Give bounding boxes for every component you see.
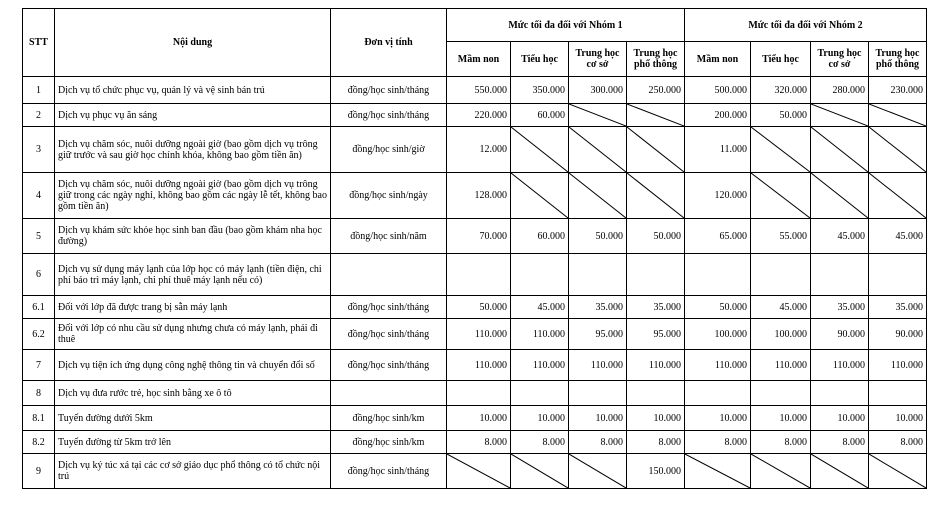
not-applicable-cell [869, 104, 927, 127]
fee-value-cell: 110.000 [569, 350, 627, 381]
fee-value-cell [627, 381, 685, 406]
header-g1-lower-secondary: Trung học cơ sở [569, 42, 627, 77]
header-unit: Đơn vị tính [331, 9, 447, 77]
header-group-2: Mức tối đa đối với Nhóm 2 [685, 9, 927, 42]
row-stt: 9 [23, 454, 55, 489]
not-applicable-cell [569, 104, 627, 127]
row-unit: đồng/học sinh/ngày [331, 173, 447, 219]
diagonal-line-icon [751, 173, 810, 218]
fee-value-cell [869, 254, 927, 296]
not-applicable-cell [511, 127, 569, 173]
fee-value-cell: 8.000 [569, 431, 627, 454]
table-body [23, 77, 927, 489]
fee-value-cell: 110.000 [511, 350, 569, 381]
row-stt: 8.1 [23, 406, 55, 431]
fee-value-cell: 50.000 [685, 296, 751, 319]
fee-value-cell: 350.000 [511, 77, 569, 104]
diagonal-line-icon [569, 173, 626, 218]
fee-value-cell: 300.000 [569, 77, 627, 104]
diagonal-line-icon [627, 127, 684, 172]
fee-value-cell: 200.000 [685, 104, 751, 127]
not-applicable-cell [811, 127, 869, 173]
table-row [23, 296, 927, 319]
fee-value-cell: 110.000 [811, 350, 869, 381]
diagonal-line-icon [511, 173, 568, 218]
header-g2-preschool: Mầm non [685, 42, 751, 77]
row-content: Dịch vụ sử dụng máy lạnh của lớp học có máy lạnh (tiền điện, chi phí bảo trì máy lạnh, chi phí thuê máy lạnh nếu có) [55, 254, 331, 296]
row-stt: 6.1 [23, 296, 55, 319]
fee-value-cell [811, 254, 869, 296]
table-row [23, 454, 927, 489]
fee-value-cell: 110.000 [751, 350, 811, 381]
header-g2-lower-secondary: Trung học cơ sở [811, 42, 869, 77]
fee-value-cell: 10.000 [869, 406, 927, 431]
row-stt: 2 [23, 104, 55, 127]
fee-value-cell: 10.000 [627, 406, 685, 431]
header-g1-upper-secondary: Trung học phổ thông [627, 42, 685, 77]
not-applicable-cell [685, 454, 751, 489]
fee-value-cell: 500.000 [685, 77, 751, 104]
fee-value-cell: 10.000 [751, 406, 811, 431]
diagonal-line-icon [511, 127, 568, 172]
row-stt: 3 [23, 127, 55, 173]
header-g1-preschool: Mầm non [447, 42, 511, 77]
row-unit: đồng/học sinh/km [331, 431, 447, 454]
row-unit: đồng/học sinh/tháng [331, 454, 447, 489]
fee-value-cell: 220.000 [447, 104, 511, 127]
fee-value-cell: 100.000 [751, 319, 811, 350]
table-row [23, 319, 927, 350]
not-applicable-cell [869, 127, 927, 173]
header-stt: STT [23, 9, 55, 77]
row-unit: đồng/học sinh/tháng [331, 77, 447, 104]
fee-value-cell [447, 254, 511, 296]
diagonal-line-icon [569, 127, 626, 172]
row-content: Tuyến đường từ 5km trở lên [55, 431, 331, 454]
fee-value-cell: 45.000 [869, 219, 927, 254]
not-applicable-cell [627, 104, 685, 127]
row-unit: đồng/học sinh/tháng [331, 319, 447, 350]
fee-value-cell: 10.000 [811, 406, 869, 431]
row-unit: đồng/học sinh/giờ [331, 127, 447, 173]
not-applicable-cell [569, 127, 627, 173]
diagonal-line-icon [811, 173, 868, 218]
row-content: Tuyến đường dưới 5km [55, 406, 331, 431]
fee-value-cell: 50.000 [447, 296, 511, 319]
fee-value-cell: 10.000 [511, 406, 569, 431]
fee-value-cell: 45.000 [751, 296, 811, 319]
not-applicable-cell [811, 104, 869, 127]
not-applicable-cell [751, 173, 811, 219]
fee-value-cell [751, 254, 811, 296]
not-applicable-cell [811, 454, 869, 489]
header-g1-primary: Tiểu học [511, 42, 569, 77]
fee-value-cell: 8.000 [447, 431, 511, 454]
fee-value-cell: 8.000 [627, 431, 685, 454]
fee-value-cell: 55.000 [751, 219, 811, 254]
header-content: Nội dung [55, 9, 331, 77]
fee-value-cell [869, 381, 927, 406]
fee-value-cell: 110.000 [627, 350, 685, 381]
row-unit: đồng/học sinh/năm [331, 219, 447, 254]
fee-value-cell: 60.000 [511, 219, 569, 254]
row-content: Dịch vụ khám sức khỏe học sinh ban đầu (bao gồm khám nha học đường) [55, 219, 331, 254]
row-content: Dịch vụ ký túc xá tại các cơ sở giáo dục phổ thông có tổ chức nội trú [55, 454, 331, 489]
table-row [23, 127, 927, 173]
fee-value-cell: 8.000 [511, 431, 569, 454]
fee-value-cell: 70.000 [447, 219, 511, 254]
fee-value-cell: 65.000 [685, 219, 751, 254]
fee-value-cell: 110.000 [869, 350, 927, 381]
diagonal-line-icon [869, 173, 926, 218]
fee-value-cell [685, 381, 751, 406]
diagonal-line-icon [447, 454, 510, 488]
fee-value-cell: 320.000 [751, 77, 811, 104]
row-content: Dịch vụ đưa rước trẻ, học sinh bằng xe ô tô [55, 381, 331, 406]
diagonal-line-icon [627, 173, 684, 218]
fee-value-cell: 120.000 [685, 173, 751, 219]
not-applicable-cell [627, 127, 685, 173]
fee-value-cell: 95.000 [569, 319, 627, 350]
row-stt: 1 [23, 77, 55, 104]
fee-value-cell [511, 381, 569, 406]
fee-value-cell: 50.000 [751, 104, 811, 127]
fee-value-cell: 10.000 [685, 406, 751, 431]
diagonal-line-icon [869, 127, 926, 172]
diagonal-line-icon [811, 104, 868, 126]
diagonal-line-icon [627, 104, 684, 126]
row-stt: 7 [23, 350, 55, 381]
fee-value-cell: 128.000 [447, 173, 511, 219]
row-content: Đối với lớp có nhu cầu sử dụng nhưng chưa có máy lạnh, phải đi thuê [55, 319, 331, 350]
fee-value-cell: 50.000 [627, 219, 685, 254]
fee-value-cell: 50.000 [569, 219, 627, 254]
diagonal-line-icon [511, 454, 568, 488]
fee-value-cell [811, 381, 869, 406]
fee-value-cell: 8.000 [685, 431, 751, 454]
row-unit: đồng/học sinh/km [331, 406, 447, 431]
fee-value-cell [751, 381, 811, 406]
table-row [23, 406, 927, 431]
row-content: Dịch vụ chăm sóc, nuôi dưỡng ngoài giờ (bao gồm dịch vụ trông giữ trước và sau giờ học chính khóa, không bao gồm tiền ăn) [55, 127, 331, 173]
table-row [23, 173, 927, 219]
row-content: Dịch vụ phục vụ ăn sáng [55, 104, 331, 127]
fee-value-cell [627, 254, 685, 296]
not-applicable-cell [569, 454, 627, 489]
row-stt: 5 [23, 219, 55, 254]
row-content: Dịch vụ chăm sóc, nuôi dưỡng ngoài giờ (bao gồm dịch vụ trông giữ trong các ngày nghỉ, không bao gồm các ngày lễ tết, không bao gồm tiền ăn) [55, 173, 331, 219]
diagonal-line-icon [685, 454, 750, 488]
not-applicable-cell [511, 173, 569, 219]
fee-value-cell: 45.000 [811, 219, 869, 254]
fee-value-cell [511, 254, 569, 296]
table-row [23, 254, 927, 296]
diagonal-line-icon [751, 454, 810, 488]
header-g2-primary: Tiểu học [751, 42, 811, 77]
not-applicable-cell [447, 454, 511, 489]
row-stt: 6.2 [23, 319, 55, 350]
fee-value-cell: 280.000 [811, 77, 869, 104]
row-unit: đồng/học sinh/tháng [331, 104, 447, 127]
table-row [23, 381, 927, 406]
row-stt: 8 [23, 381, 55, 406]
fee-value-cell: 11.000 [685, 127, 751, 173]
fee-value-cell: 60.000 [511, 104, 569, 127]
fee-value-cell: 550.000 [447, 77, 511, 104]
diagonal-line-icon [869, 454, 926, 488]
not-applicable-cell [569, 173, 627, 219]
not-applicable-cell [751, 127, 811, 173]
fee-value-cell [569, 254, 627, 296]
fee-value-cell: 45.000 [511, 296, 569, 319]
diagonal-line-icon [811, 127, 868, 172]
table-row [23, 104, 927, 127]
fee-value-cell: 230.000 [869, 77, 927, 104]
row-stt: 4 [23, 173, 55, 219]
row-unit [331, 254, 447, 296]
fee-value-cell [447, 381, 511, 406]
fee-value-cell: 90.000 [869, 319, 927, 350]
not-applicable-cell [751, 454, 811, 489]
diagonal-line-icon [569, 104, 626, 126]
table-row [23, 219, 927, 254]
fee-value-cell: 35.000 [627, 296, 685, 319]
row-content: Đối với lớp đã được trang bị sẵn máy lạnh [55, 296, 331, 319]
fee-value-cell: 110.000 [511, 319, 569, 350]
row-stt: 6 [23, 254, 55, 296]
fee-value-cell: 8.000 [869, 431, 927, 454]
not-applicable-cell [869, 173, 927, 219]
diagonal-line-icon [751, 127, 810, 172]
not-applicable-cell [869, 454, 927, 489]
row-unit: đồng/học sinh/tháng [331, 296, 447, 319]
fee-value-cell: 110.000 [685, 350, 751, 381]
row-content: Dịch vụ tổ chức phục vụ, quản lý và vệ sinh bán trú [55, 77, 331, 104]
fee-value-cell: 8.000 [811, 431, 869, 454]
fee-value-cell: 35.000 [811, 296, 869, 319]
fee-value-cell: 250.000 [627, 77, 685, 104]
fee-value-cell: 8.000 [751, 431, 811, 454]
diagonal-line-icon [869, 104, 926, 126]
table-row [23, 77, 927, 104]
not-applicable-cell [511, 454, 569, 489]
fee-value-cell [685, 254, 751, 296]
not-applicable-cell [811, 173, 869, 219]
row-stt: 8.2 [23, 431, 55, 454]
fee-value-cell: 12.000 [447, 127, 511, 173]
header-g2-upper-secondary: Trung học phổ thông [869, 42, 927, 77]
header-group-1: Mức tối đa đối với Nhóm 1 [447, 9, 685, 42]
fee-value-cell [569, 381, 627, 406]
row-unit [331, 381, 447, 406]
fee-value-cell: 10.000 [569, 406, 627, 431]
fee-value-cell: 150.000 [627, 454, 685, 489]
fee-value-cell: 35.000 [569, 296, 627, 319]
fee-value-cell: 35.000 [869, 296, 927, 319]
fee-value-cell: 10.000 [447, 406, 511, 431]
fee-table [22, 8, 927, 489]
diagonal-line-icon [811, 454, 868, 488]
fee-value-cell: 90.000 [811, 319, 869, 350]
table-row [23, 350, 927, 381]
row-content: Dịch vụ tiện ích ứng dụng công nghệ thông tin và chuyển đổi số [55, 350, 331, 381]
fee-value-cell: 100.000 [685, 319, 751, 350]
table-row [23, 431, 927, 454]
fee-value-cell: 110.000 [447, 350, 511, 381]
row-unit: đồng/học sinh/tháng [331, 350, 447, 381]
fee-value-cell: 110.000 [447, 319, 511, 350]
diagonal-line-icon [569, 454, 626, 488]
fee-value-cell: 95.000 [627, 319, 685, 350]
not-applicable-cell [627, 173, 685, 219]
